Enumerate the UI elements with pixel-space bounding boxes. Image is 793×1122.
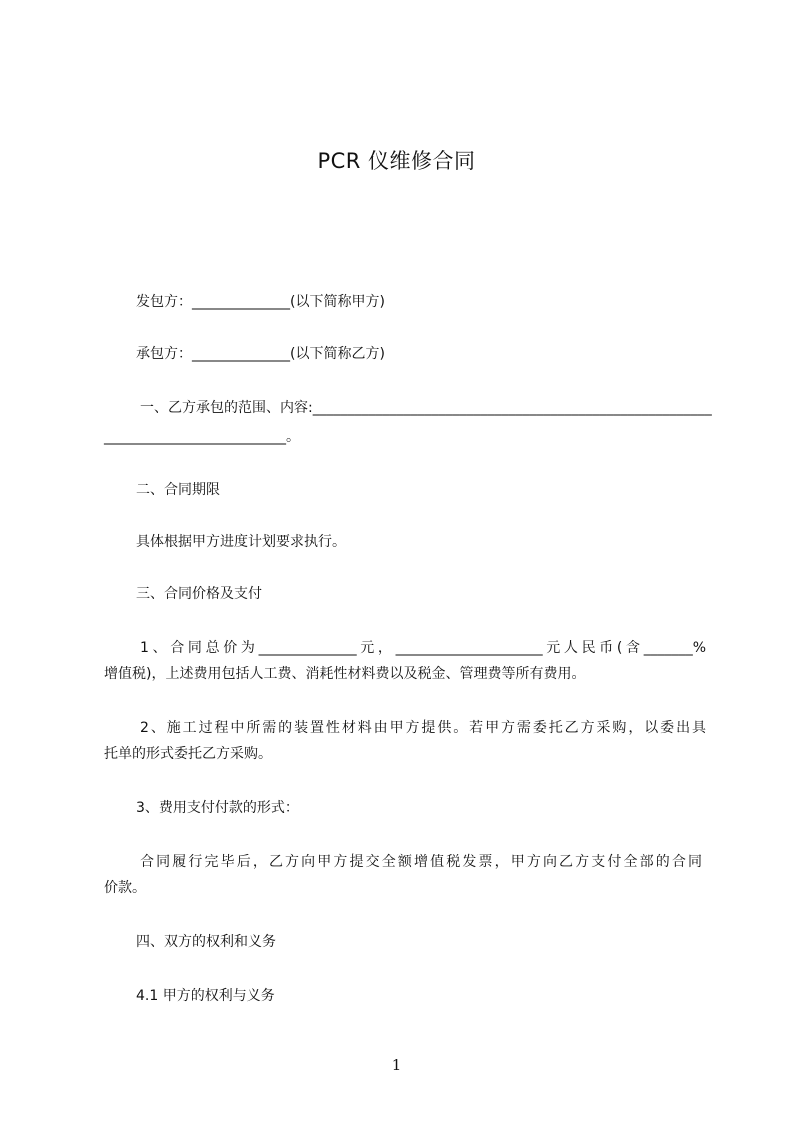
clause-4-1-heading: 4.1 甲方的权利与义务 — [136, 988, 275, 1004]
payment-body-line-2: 价款。 — [104, 880, 146, 896]
document-title: PCR 仪维修合同 — [317, 149, 476, 173]
section-4-heading: 四、双方的权利和义务 — [136, 934, 276, 950]
section-1-heading-line: 一、乙方承包的范围、内容:_________________________________________________________ — [140, 400, 712, 416]
clause-3-2-line-1: 2、施工过程中所需的装置性材料由甲方提供。若甲方需委托乙方采购，以委出具 — [140, 720, 706, 736]
payment-body-line-1: 合同履行完毕后，乙方向甲方提交全额增值税发票，甲方向乙方支付全部的合同 — [140, 854, 702, 870]
clause-3-3-heading: 3、费用支付付款的形式： — [136, 800, 299, 816]
section-2-heading: 二、合同期限 — [136, 482, 220, 498]
clause-3-2-line-2: 托单的形式委托乙方采购。 — [104, 746, 272, 762]
page-number: 1 — [391, 1056, 402, 1074]
section-2-body: 具体根据甲方进度计划要求执行。 — [136, 534, 346, 550]
party-b-line: 承包方：______________(以下简称乙方) — [136, 346, 385, 362]
section-1-continuation-line: __________________________。 — [104, 429, 300, 445]
clause-3-1-line-1: 1、合同总价为______________元，_____________________元人民币(含_______% — [140, 640, 706, 656]
party-a-line: 发包方：______________(以下简称甲方) — [136, 294, 385, 310]
clause-3-1-line-2: 增值税)，上述费用包括人工费、消耗性材料费以及税金、管理费等所有费用。 — [104, 666, 586, 682]
section-3-heading: 三、合同价格及支付 — [136, 586, 262, 602]
